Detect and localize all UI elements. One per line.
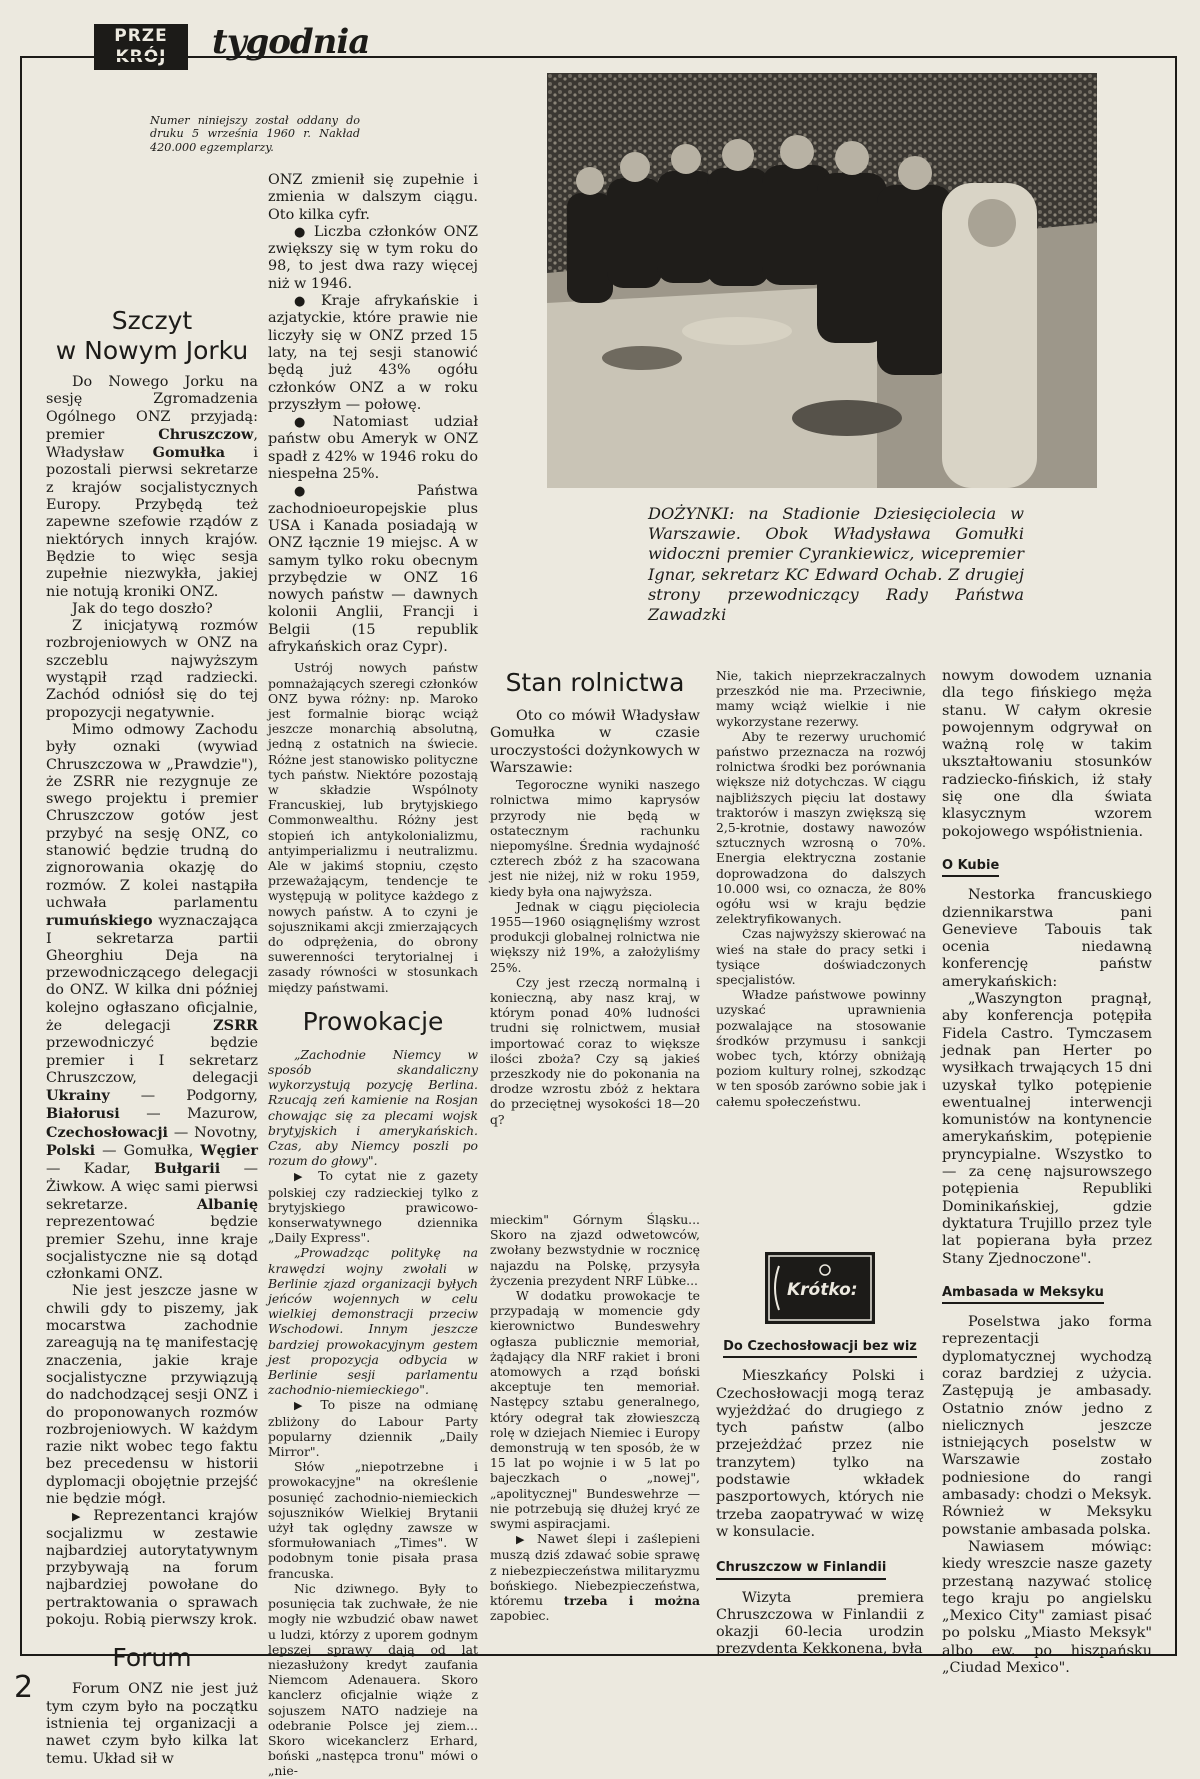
rolnictwo-paragraph: Władze państwowe powinny uzyskać uprawnienia pozwalające na stosowanie środków przymusu i sankcji wobec tych, którzy obniżają poziom kultury rolnej, szkodząc w ten sposób zarówno sobie jak i całemu społeczeństwu. (716, 987, 926, 1109)
page-number: 2 (14, 1670, 34, 1705)
prowokacje-paragraph: Nic dziwnego. Były to posunięcia tak zuchwałe, że nie mogły nie wzbudzić obaw nawet u ludzi, którzy z uporem godnym lepszej sprawy dają od lat niezasłużony kredyt zaufania Niemcom Adenauera. Skoro kanclerz oficjalnie wiąże z sojuszem NATO nadzieje na odebranie Polsce jej ziem... Skoro wicekanclerz Erhard, boński „następca tronu" mówi o „nie- (268, 1580, 478, 1779)
onz-bullet: ● Kraje afrykańskie i azjatyckie, które prawie nie liczyły się w ONZ przed 15 laty, na tej sesji stanowić będą już 43% ogółu członków ONZ a w roku przyszłym — połowę. (268, 293, 478, 414)
szczyt-title: Szczyt w Nowym Jorku (55, 306, 249, 365)
prowokacje-quote: „Prowadząc politykę na krawędzi wojny zwołali w Berlinie zjazd organizacji byłych jeńców wojennych w celu wielkiej demonstracji przeciw Wschodowi. Innym jeszcze bardziej prowokacyjnym gestem jest propozycja odbycia w Berlinie sesji parlamentu zachodnio-niemieckiego". (268, 1245, 478, 1398)
rolnictwo-paragraph: Jednak w ciągu pięciolecia 1955—1960 osiągnęliśmy wzrost produkcji globalnej rolnictwa nie większy niż 19%, a założyliśmy 25%. (490, 898, 700, 975)
rolnictwo-paragraph: Tegoroczne wyniki naszego rolnictwa mimo kaprysów przyrody nie będą w ostatecznym rachunku niepomyślne. Średnia wydajność czterech zbóż z ha szacowana jest nie niżej, niż w roku 1959, kiedy była ona najwyższa. (490, 777, 700, 899)
onz-small-paragraph: Ustrój nowych państw pomnażających szeregi członków ONZ bywa różny: np. Maroko jest formalnie biorąc wciąż jeszcze monarchią absolutną, jedną z ostatnich na świecie. Różne jest stanowisko polityczne tych państw. Niektóre pozostają w składzie Wspólnoty Francuskiej, lub brytyjskiego Commonwealthu. Różny jest stopień ich antykolonializmu, antyimperializmu i neutralizmu. Ale w jakimś stopniu, często przeważającym, tendencje te występują w polityce każdego z nowych państw. A to czyni je sojusznikami akcji zmierzających do odprężenia, do obrony suwerenności terytorialnej i zasady równości w stosunkach między państwami. (268, 660, 478, 995)
rolnictwo-paragraph: Czy jest rzeczą normalną i konieczną, aby nasz kraj, w którym ponad 40% ludności trudni się rolnictwem, musiał importować coraz to większe ilości zboża? Czy są jakieś przeszkody nie do pokonania na drodze wzrostu zbóż z hektara do przeciętnej wysokości 18—20 q? (490, 974, 700, 1127)
meksyk-paragraph: Poselstwa jako forma reprezentacji dyplomatycznej wychodzą coraz bardziej z użycia. Zastępują je ambasady. Ostatnio znów jedno z nielicznych jeszcze istniejących poselstw w Warszawie zostało podniesione do rangi ambasady: chodzi o Meksyk. Również w Meksyku powstanie ambasada polska. (942, 1314, 1152, 1538)
onz-bullet: ● Państwa zachodnioeuropejskie plus USA i Kanada posiadają w ONZ łącznie 19 miejsc. A w samym tylko roku obecnym przybędzie w ONZ 16 nowych państw — dawnych kolonii Anglii, Francji i Belgii (15 republik afrykańskich oraz Cypr). (268, 483, 478, 656)
krotko-box (765, 1252, 875, 1324)
prowokacje-paragraph: Słów „niepotrzebne i prowokacyjne" na określenie posunięć zachodnio-niemieckich sojuszników Wielkiej Brytanii użył tak oględny zawsze w sformułowaniach „Times". W podobnym tonie pisała prasa francuska. (268, 1459, 478, 1581)
czech-heading: Do Czechosłowacji bez wiz (723, 1338, 917, 1358)
rolnictwo-title: Stan rolnictwa (505, 668, 685, 697)
meksyk-heading: Ambasada w Meksyku (942, 1284, 1104, 1304)
column-4 (716, 668, 926, 1109)
kuba-paragraph: „Waszyngton pragnął, aby konferencja potępiła Fidela Castro. Tymczasem jednak pan Herter po wysiłkach trwających 15 dni uzyskał tylko potępienie ewentualnej interwencji komunistów na kontynencie amerykańskim, potępienie pryncypialne. Wszystko to — za cenę najsurowszego potępienia Republiki Dominikańskiej, gdzie dyktatura Trujillo przez tyle lat popierana była przez Stany Zjednoczone". (942, 991, 1152, 1267)
rolnictwo-paragraph: Nie, takich nieprzekraczalnych przeszkód nie ma. Przeciwnie, mamy wciąż wielkie i nie wykorzystane rezerwy. (716, 668, 926, 729)
masthead-tygodnia: tygodnia (212, 22, 370, 62)
kuba-paragraph: Nestorka francuskiego dziennikarstwa pani Genevieve Tabouis tak ocenia niedawną konferencję państw amerykańskich: (942, 887, 1152, 990)
logo-line-1: PRZE (114, 26, 168, 46)
photo-caption: DOŻYNKI: na Stadionie Dziesięciolecia w Warszawie. Obok Władysława Gomułki widoczni premier Cyrankiewicz, wicepremier Ignar, sekretarz KC Edward Ochab. Z drugiej strony przewodniczący Rady Państwa Zawadzki (648, 504, 1024, 625)
harvest-festival-photo (547, 73, 1097, 488)
forum-title: Forum (112, 1643, 192, 1673)
rolnictwo-paragraph: Aby te rezerwy uruchomić państwo przeznacza na rozwój rolnictwa środki bez porównania większe niż dotychczas. W ciągu najbliższych pięciu lat dostawy traktorów i maszyn zwiększą się 2,5-krotnie, dostawy nawozów sztucznych wzrosną o 70%. Energia elektryczna zostanie doprowadzona do dalszych 10.000 wsi, co oznacza, że 80% ogółu wsi w kraju będzie zelektryfikowanych. (716, 728, 926, 927)
finlandia-continuation: nowym dowodem uznania dla tego fińskiego męża stanu. W całym okresie powojennym odgrywał on ważną rolę w takim ukształtowaniu stosunków radziecko-fińskich, iż stały się one dla świata klasycznym wzorem pokojowego współistnienia. (942, 668, 1152, 840)
onz-paragraph: ONZ zmienił się zupełnie i zmienia w dalszym ciągu. Oto kilka cyfr. (268, 172, 478, 223)
column-3-continuation (490, 1212, 700, 1623)
szczyt-paragraph: Jak do tego doszło? (72, 600, 213, 617)
prowokacje-continuation: mieckim" Górnym Śląsku... Skoro na zjazd odwetowców, zwołany bezwstydnie w rocznicę najazdu na Polskę, przysyła życzenia prezydent NRF Lübke... (490, 1212, 700, 1288)
prowokacje-continuation: W dodatku prowokacje te przypadają w momencie gdy kierownictwo Bundeswehry ogłasza publicznie memoriał, żądający dla NRF rakiet i broni atomowych a rząd boński akceptuje ten memoriał. Następcy sztabu generalnego, który odegrał tak złowieszczą rolę w dziejach Niemiec i Europy demonstrują w ten sposób, że w 15 lat po wojnie i w 5 lat po bajeczkach o „nowej", „apolitycznej" Bundeswehrze — nie potrzebują się dłużej kryć ze swymi aspiracjami. (490, 1288, 700, 1532)
column-2 (268, 172, 478, 1779)
finlandia-heading: Chruszczow w Finlandii (716, 1559, 886, 1579)
prowokacje-quote: „Zachodnie Niemcy w sposób skandaliczny wykorzystują pozycję Berlina. Rzucają zeń kamienie na Rosjan chowając się za plecami wojsk brytyjskich i amerykańskich. Czas, aby Niemcy poszli po rozum do głowy". (268, 1046, 478, 1169)
prowokacje-continuation: ▶ Nawet ślepi i zaślepieni muszą dziś zdawać sobie sprawę z niebezpieczeństwa militaryzmu bońskiego. Niebezpieczeństwa, któremu trzeba i można zapobiec. (490, 1531, 700, 1623)
krotko-label: Krótko: (787, 1280, 858, 1300)
print-info: Numer niniejszy został oddany do druku 5 września 1960 r. Nakład 420.000 egzemplarzy. (150, 114, 360, 154)
photo-illustration (547, 73, 1097, 488)
prowokacje-paragraph: ▶ To cytat nie z gazety polskiej czy radzieckiej tylko z brytyjskiego prawicowo-konserwatywnego dziennika „Daily Express". (268, 1168, 478, 1245)
onz-bullet: ● Natomiast udział państw obu Ameryk w ONZ spadł z 42% w 1946 roku do niespełna 25%. (268, 414, 478, 483)
czech-paragraph: Mieszkańcy Polski i Czechosłowacji mogą teraz wyjeżdżać do drugiego z tych państw (albo przejeżdżać przez nie tranzytem) tylko na podstawie wkładek paszportowych, których nie trzeba zaopatrywać w wizę w konsulacie. (716, 1368, 924, 1540)
kuba-heading: O Kubie (942, 857, 999, 877)
krotko-column (716, 1338, 924, 1659)
column-1 (46, 306, 258, 1768)
szczyt-paragraph: Do Nowego Jorku na sesję Zgromadzenia Ogólnego ONZ przyjadą: premier Chruszczow, Władysław Gomułka i pozostali pierwsi sekretarze z krajów socjalistycznych Europy. Przybędą też zapewne szefowie rządów z niektórych innych krajów. Będzie to więc sesja zupełnie niezwykła, jakiej nie notują kroniki ONZ. (46, 374, 258, 600)
szczyt-paragraph: ▶ Reprezentanci krajów socjalizmu w zestawie najbardziej autorytatywnym przybywają na forum najbardziej powołane do pertraktowania o sprawach pokoju. Robią pierwszy krok. (46, 1508, 258, 1629)
rolnictwo-paragraph: Czas najwyższy skierować na wieś na stałe do pracy setki i tysiące doświadczonych specjalistów. (716, 926, 926, 988)
meksyk-paragraph: Nawiasem mówiąc: kiedy wreszcie nasze gazety przestaną nazywać stolicę tego kraju po angielsku „Mexico City" zamiast pisać po polsku „Miasto Meksyk" albo ew. po hiszpańsku „Ciudad Mexico". (942, 1538, 1152, 1677)
finlandia-paragraph: Wizyta premiera Chruszczowa w Finlandii z okazji 60-lecia urodzin prezydenta Kekkonena, była (716, 1589, 924, 1658)
forum-paragraph: Forum ONZ nie jest już tym czym było na początku istnienia tej organizacji a nawet czym było kilka lat temu. Układ sił w (46, 1681, 258, 1767)
szczyt-paragraph: Z inicjatywą rozmów rozbrojeniowych w ONZ na szczeblu najwyższym wystąpił rząd radziecki. Zachód odniósł się do tej propozycji negatywnie. (46, 618, 258, 721)
prowokacje-title: Prowokacje (302, 1006, 444, 1036)
column-5 (942, 668, 1152, 1677)
szczyt-paragraph: Nie jest jeszcze jasne w chwili gdy to piszemy, jak mocarstwa zachodnie zareagują na tę manifestację znaczenia, jakie kraje socjalistyczne przywiązują do nadchodzącej sesji ONZ i do proponowanych rozmów rozbrojeniowych. W każdym razie nikt wobec tego faktu bez precedensu w historii dyplomacji obojętnie przejść nie będzie mógł. (46, 1283, 258, 1507)
logo-line-2: KRÓJ (115, 47, 167, 67)
szczyt-paragraph: Mimo odmowy Zachodu były oznaki (wywiad Chruszczowa w „Prawdzie"), że ZSRR nie rezygnuje ze swego projektu i premier Chruszczow gotów jest przybyć na sesję ONZ, co stanowić będzie trudną do zignorowania okazję do rozmów. Z kolei nastąpiła uchwała parlamentu rumuńskiego wyznaczająca I sekretarza partii Gheorghiu Deja na przewodniczącego delegacji do ONZ. W kilka dni później kolejno ogłaszano oficjalnie, że delegacji ZSRR przewodniczyć będzie premier i I sekretarz Chruszczow, delegacji Ukrainy — Podgorny, Białorusi — Mazurow, Czechosłowacji — Novotny, Polski — Gomułka, Węgier — Kadar, Bułgarii — Żiwkow. A więc sami pierwsi sekretarze. Albanię reprezentować będzie premier Szehu, inne kraje socjalistyczne nie są dotąd członkami ONZ. (46, 721, 258, 1283)
column-3 (490, 668, 700, 1127)
onz-bullet: ● Liczba członków ONZ zwiększy się w tym roku do 98, to jest dwa razy więcej niż w 1946. (268, 224, 478, 293)
prowokacje-paragraph: ▶ To pisze na odmianę zbliżony do Labour Party popularny dziennik „Daily Mirror". (268, 1397, 478, 1459)
rolnictwo-paragraph: Oto co mówił Władysław Gomułka w czasie uroczystości dożynkowych w Warszawie: (490, 708, 700, 776)
